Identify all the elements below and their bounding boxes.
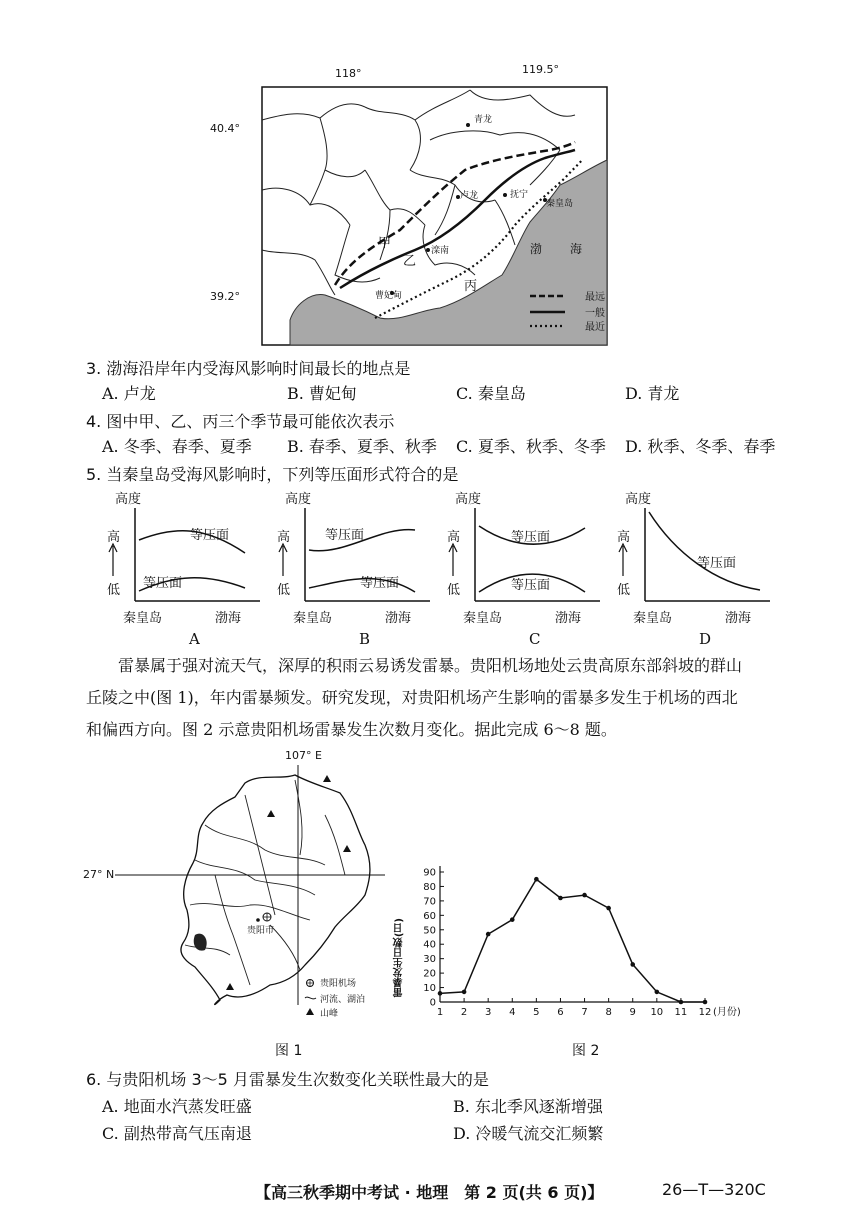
high-d: 高 [617,530,631,545]
thunder-chart [400,860,770,1030]
passage-line-3: 和偏西方向。图 2 示意贵阳机场雷暴发生次数月变化。据此完成 6～8 题。 [86,720,617,739]
lat-label-392: 39.2° [210,290,240,303]
fig2-caption: 图 2 [572,1043,600,1059]
place-caofeidian: 曹妃甸 [375,291,403,301]
y-tick-label: 0 [429,997,436,1009]
letter-a: A [189,630,200,648]
label-lower-b: 等压面 [360,576,400,591]
lon-label-1195: 119.5° [522,63,559,76]
place-qinglong: 青龙 [474,115,493,125]
place-funing: 抚宁 [510,190,529,200]
sea-label-hai: 海 [570,242,583,256]
y-tick-label: 60 [423,910,436,922]
data-point [630,962,635,967]
q6-option-b[interactable]: B. 东北季风逐渐增强 [453,1097,603,1116]
data-point [438,991,443,996]
xleft-b: 秦皇岛 [293,611,333,626]
fig1-legend-peak: 山峰 [320,1009,339,1019]
q5-stem: 5. 当秦皇岛受海风影响时，下列等压面形式符合的是 [86,465,459,484]
high-a: 高 [107,530,121,545]
season-yi: 乙 [403,254,417,269]
figure-2 [394,860,770,1060]
data-point [462,990,467,995]
chart-yticks [423,868,444,1009]
xleft-a: 秦皇岛 [123,611,163,626]
ylabel-c: 高度 [455,492,482,507]
isobar-diagrams [95,488,775,648]
q4-stem: 4. 图中甲、乙、丙三个季节最可能依次表示 [86,412,395,431]
label-upper-a: 等压面 [190,528,230,543]
chart-xticks [437,998,741,1018]
passage-line-2: 丘陵之中(图 1)，年内雷暴频发。研究发现，对贵阳机场产生影响的雷暴多发生于机场的西北 [86,688,738,707]
chart-ylabel: 雷暴发生日数(日) [394,918,405,998]
x-tick-label: 7 [581,1007,588,1018]
high-c: 高 [447,530,461,545]
lon-label-118: 118° [335,67,362,80]
y-tick-label: 90 [423,867,436,879]
funing-point [503,193,507,197]
label-upper-c: 等压面 [511,530,551,545]
data-point [703,1000,708,1005]
guizhou-outline [181,775,370,1004]
x-tick-label: 11 [674,1007,688,1018]
q4-option-d[interactable]: D. 秋季、冬季、春季 [625,437,776,456]
qinglong-point [466,123,470,127]
place-lulong: 卢龙 [460,191,479,201]
passage-line-1: 雷暴属于强对流天气，深厚的积雨云易诱发雷暴。贵阳机场地处云贵高原东部斜坡的群山 [118,656,743,675]
x-tick-label: 10 [650,1007,664,1018]
q6-stem: 6. 与贵阳机场 3～5 月雷暴发生次数变化关联性最大的是 [86,1070,489,1089]
luannan-point [426,248,430,252]
xright-d: 渤海 [725,611,752,626]
label-upper-b: 等压面 [325,528,365,543]
q6-option-d[interactable]: D. 冷暖气流交汇频繁 [453,1124,604,1143]
place-qinhuangdao: 秦皇岛 [546,199,574,209]
x-axis-unit: (月份) [713,1007,741,1018]
ylabel-a: 高度 [115,492,142,507]
diagram-b[interactable] [265,488,435,648]
data-point [510,917,515,922]
y-tick-label: 70 [423,896,436,908]
data-point [582,893,587,898]
xright-b: 渤海 [385,611,412,626]
legend-peak-icon [306,1008,314,1015]
footer-title: 【高三秋季期中考试 · 地理 第 2 页(共 6 页)】 [255,1183,604,1202]
x-tick-label: 8 [605,1007,612,1018]
diagram-c[interactable] [435,488,605,648]
q4-option-b[interactable]: B. 春季、夏季、秋季 [287,437,437,456]
low-a: 低 [107,583,121,598]
label-lower-a: 等压面 [143,576,183,591]
letter-b: B [359,630,371,648]
diagram-a[interactable] [95,488,265,648]
fig1-caption: 图 1 [275,1043,303,1059]
xright-a: 渤海 [215,611,242,626]
y-tick-label: 40 [423,939,436,951]
legend-river-icon [305,997,316,999]
figure-1 [83,749,395,1059]
chart-axes [440,866,705,1002]
q4-option-a[interactable]: A. 冬季、春季、夏季 [102,437,252,456]
lat-label-404: 40.4° [210,122,240,135]
q6-option-a[interactable]: A. 地面水汽蒸发旺盛 [102,1097,252,1116]
data-point [558,896,563,901]
low-d: 低 [617,583,631,598]
footer-code: 26—T—320C [662,1180,766,1199]
coast-map [210,60,620,350]
label-d: 等压面 [697,556,737,571]
q3-option-a[interactable]: A. 卢龙 [102,384,156,403]
data-point [534,877,539,882]
sea-label-bo: 渤 [530,242,543,256]
q3-option-b[interactable]: B. 曹妃甸 [287,384,357,403]
data-point [486,932,491,937]
x-tick-label: 3 [484,1007,492,1018]
xleft-c: 秦皇岛 [463,611,503,626]
q3-option-d[interactable]: D. 青龙 [625,384,680,403]
data-point [679,1000,684,1005]
q4-option-c[interactable]: C. 夏季、秋季、冬季 [456,437,606,456]
y-tick-label: 30 [423,954,436,966]
x-tick-label: 1 [436,1007,444,1018]
y-tick-label: 20 [423,968,436,980]
label-lower-c: 等压面 [511,578,551,593]
q3-stem: 3. 渤海沿岸年内受海风影响时间最长的地点是 [86,359,411,378]
letter-c: C [529,630,541,648]
fig1-lon-label: 107° E [285,749,322,762]
fig1-lat-label: 27° N [83,868,115,881]
low-c: 低 [447,583,461,598]
xleft-d: 秦皇岛 [633,611,673,626]
x-tick-label: 5 [533,1007,540,1018]
fig1-city-label: 贵阳市 [247,926,275,936]
x-tick-label: 9 [629,1007,636,1018]
fig1-legend-river: 河流、湖泊 [320,995,366,1005]
high-b: 高 [277,530,291,545]
x-tick-label: 12 [698,1007,712,1018]
legend-average: 一般 [585,308,605,319]
x-tick-label: 6 [557,1007,564,1018]
y-tick-label: 10 [423,983,436,995]
low-b: 低 [277,583,291,598]
data-point [655,990,660,995]
peak-icon [323,775,331,782]
isobar-d [649,512,760,590]
place-luannan: 滦南 [431,246,450,256]
season-bing: 丙 [464,279,478,294]
y-tick-label: 50 [423,925,436,937]
ylabel-b: 高度 [285,492,312,507]
q6-option-c[interactable]: C. 副热带高气压南退 [102,1124,252,1143]
legend-farthest: 最远 [585,292,605,303]
q3-option-c[interactable]: C. 秦皇岛 [456,384,526,403]
y-tick-label: 80 [423,881,436,893]
legend-nearest: 最近 [585,322,605,333]
city-point [256,918,260,922]
thunder-series-line [440,879,705,1002]
letter-d: D [699,630,712,648]
x-tick-label: 4 [509,1007,516,1018]
season-jia: 甲 [378,236,392,251]
diagram-d[interactable] [605,488,775,648]
xright-c: 渤海 [555,611,582,626]
ylabel-d: 高度 [625,492,652,507]
fig1-legend-airport: 贵阳机场 [320,979,357,989]
data-point [606,906,611,911]
passage [86,650,786,746]
x-tick-label: 2 [460,1007,468,1018]
